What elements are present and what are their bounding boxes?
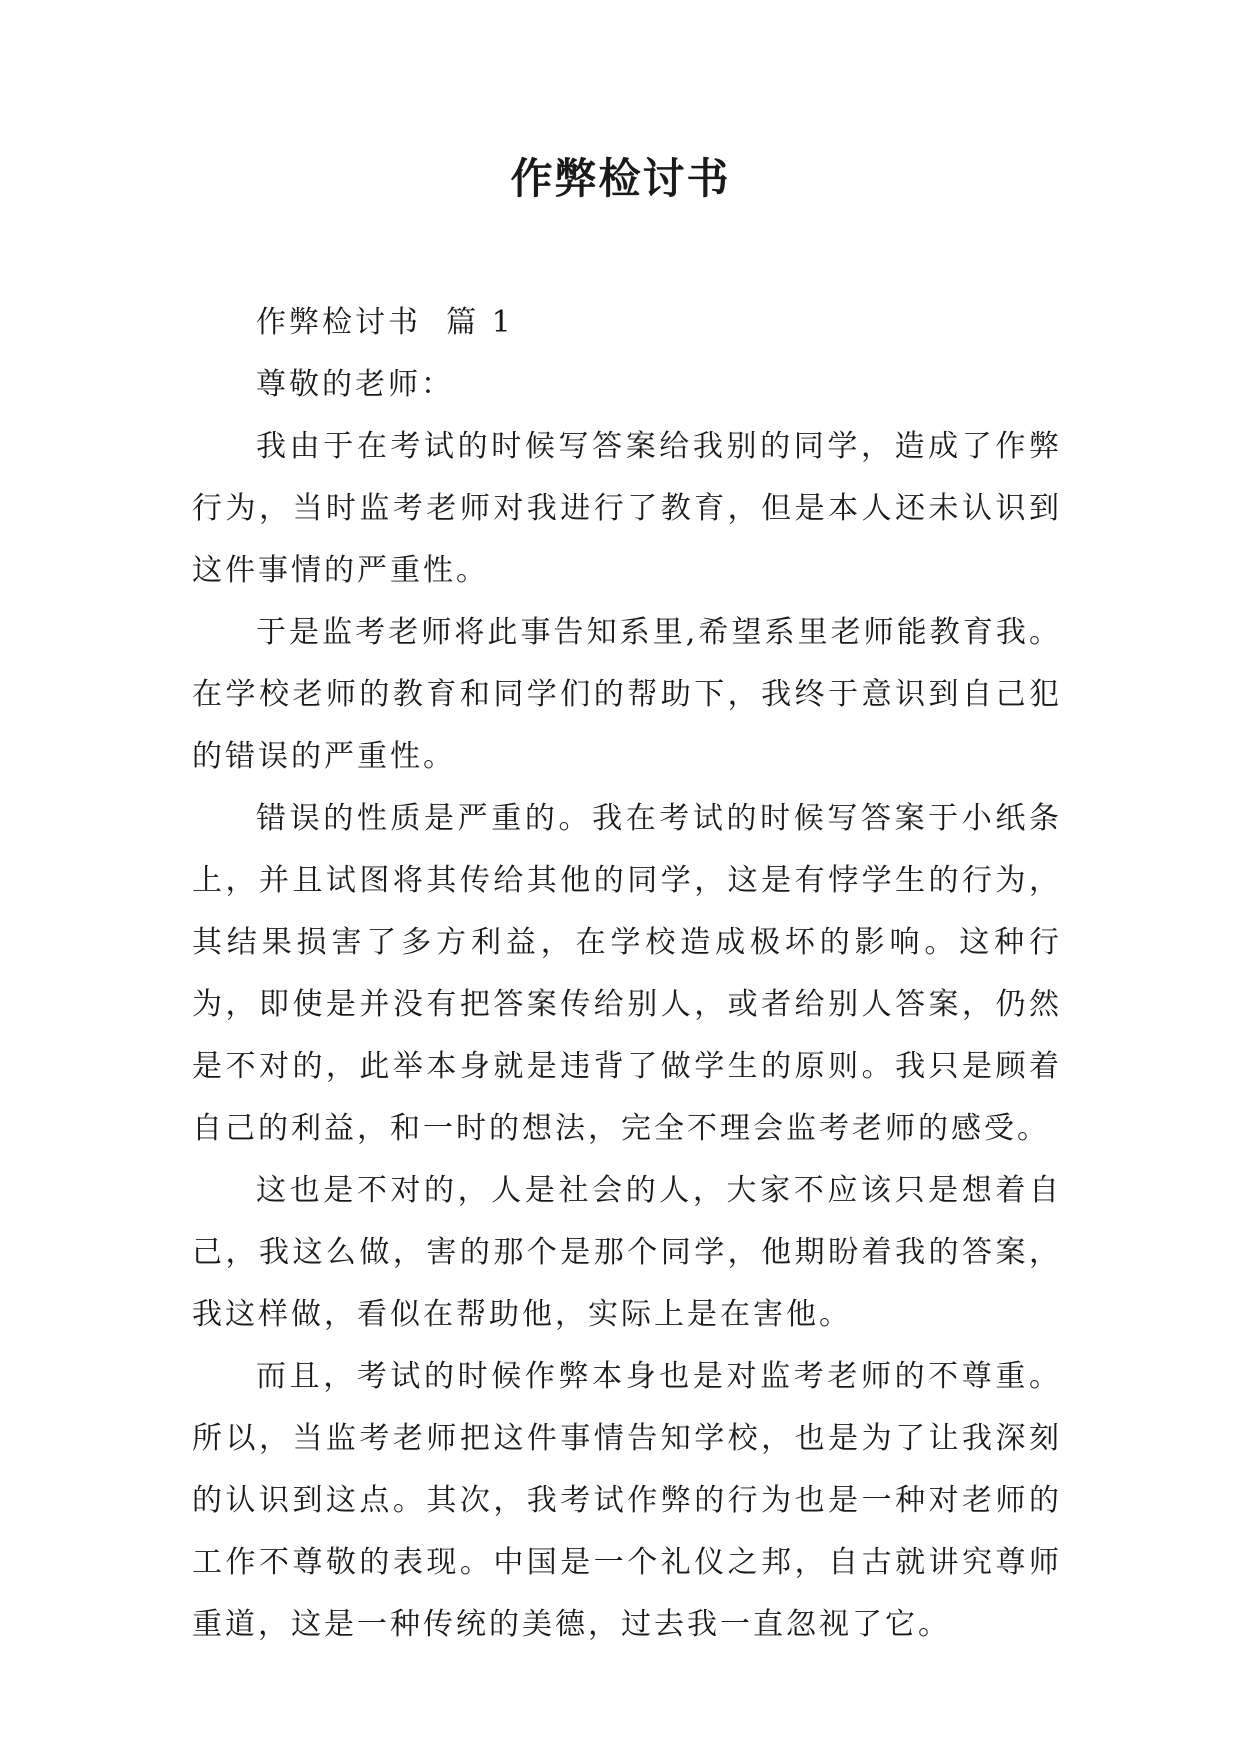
paragraph: 于是监考老师将此事告知系里,希望系里老师能教育我。在学校老师的教育和同学们的帮助下，我终于意识到自己犯的错误的严重性。	[192, 615, 1062, 774]
salutation: 尊敬的老师：	[256, 367, 454, 402]
section-heading: 作弊检讨书 篇 1	[256, 305, 514, 340]
document-body	[192, 292, 1062, 1656]
document-title: 作弊检讨书	[510, 154, 731, 203]
paragraph: 错误的性质是严重的。我在考试的时候写答案于小纸条上，并且试图将其传给其他的同学，这是有悖学生的行为，其结果损害了多方利益，在学校造成极坏的影响。这种行为，即使是并没有把答案传给别人，或者给别人答案，仍然是不对的，此举本身就是违背了做学生的原则。我只是顾着自己的利益，和一时的想法，完全不理会监考老师的感受。	[192, 801, 1062, 1146]
paragraph: 我由于在考试的时候写答案给我别的同学，造成了作弊行为，当时监考老师对我进行了教育，但是本人还未认识到这件事情的严重性。	[192, 429, 1062, 588]
paragraph: 这也是不对的，人是社会的人，大家不应该只是想着自己，我这么做，害的那个是那个同学，他期盼着我的答案，我这样做，看似在帮助他，实际上是在害他。	[192, 1173, 1062, 1332]
paragraph: 而且，考试的时候作弊本身也是对监考老师的不尊重。所以，当监考老师把这件事情告知学校，也是为了让我深刻的认识到这点。其次，我考试作弊的行为也是一种对老师的工作不尊敬的表现。中国是一个礼仪之邦，自古就讲究尊师重道，这是一种传统的美德，过去我一直忽视了它。	[192, 1359, 1062, 1642]
